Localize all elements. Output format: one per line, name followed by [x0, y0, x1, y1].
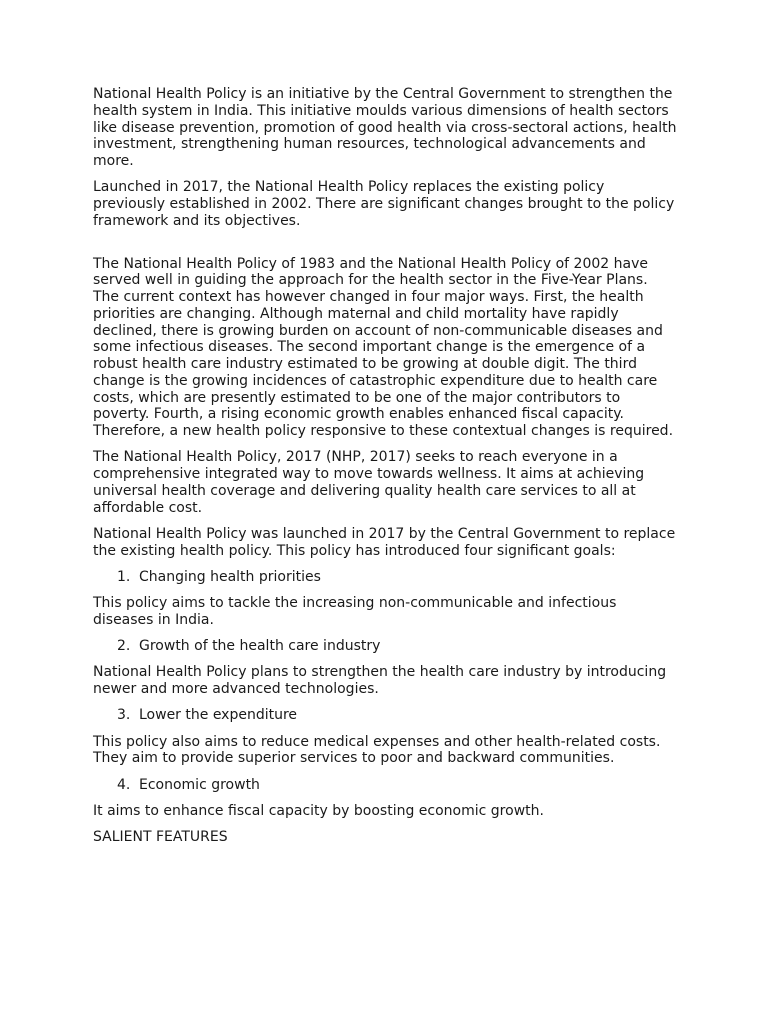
document-body: [93, 86, 678, 855]
goal-list-item: [117, 569, 678, 586]
goal-title: Economic growth: [139, 776, 260, 793]
paragraph-goals-intro: National Health Policy was launched in 2017 by the Central Government to replace the existing health policy. This policy has introduced four significant goals:: [93, 525, 676, 559]
goal-number: 3.: [117, 707, 131, 724]
goal-description: This policy also aims to reduce medical expenses and other health-related costs. They aim to provide superior services to poor and backward communities.: [93, 733, 661, 767]
goal-title: Lower the expenditure: [139, 707, 298, 724]
section-heading-salient-features: SALIENT FEATURES: [93, 829, 228, 845]
paragraph-intro: National Health Policy is an initiative by the Central Government to strengthen the health system in India. This initiative moulds various dimensions of health sectors like disease prevention, promotion of good health via cross-sectoral actions, health investment, strengthening human resources, technological advancements and more.: [93, 86, 677, 169]
goal-number: 4.: [117, 776, 131, 793]
goal-title: Changing health priorities: [139, 568, 321, 585]
goal-title: Growth of the health care industry: [139, 638, 381, 654]
goal-description: This policy aims to tackle the increasing non-communicable and infectious diseases in India.: [93, 595, 617, 628]
goal-number: 2.: [117, 638, 131, 654]
goal-list-item: [117, 777, 678, 794]
goal-description: It aims to enhance fiscal capacity by boosting economic growth.: [93, 802, 544, 819]
goal-number: 1.: [117, 568, 131, 585]
goal-description: National Health Policy plans to strengthen the health care industry by introducing newer and more advanced technologies.: [93, 664, 667, 697]
paragraph-context: The National Health Policy of 1983 and the National Health Policy of 2002 have served well in guiding the approach for the health sector in the Five-Year Plans. The current context has however changed in four major ways. First, the health priorities are changing. Although maternal and child mortality have rapidly declined, there is growing burden on account of non-communicable diseases and some infectious diseases. The second important change is the emergence of a robust health care industry estimated to be growing at double digit. The third change is the growing incidences of catastrophic expenditure due to health care costs, which are presently estimated to be one of the major contributors to poverty. Fourth, a rising economic growth enables enhanced fiscal capacity. Therefore, a new health policy responsive to these contextual changes is required.: [93, 255, 674, 439]
paragraph-nhp-2017: The National Health Policy, 2017 (NHP, 2017) seeks to reach everyone in a comprehensive integrated way to move towards wellness. It aims at achieving universal health coverage and delivering quality health care services to all at affordable cost.: [93, 449, 645, 516]
goal-list-item: [117, 638, 678, 655]
paragraph-launch: Launched in 2017, the National Health Policy replaces the existing policy previously established in 2002. There are significant changes brought to the policy framework and its objectives.: [93, 179, 675, 229]
goal-list-item: [117, 707, 678, 724]
